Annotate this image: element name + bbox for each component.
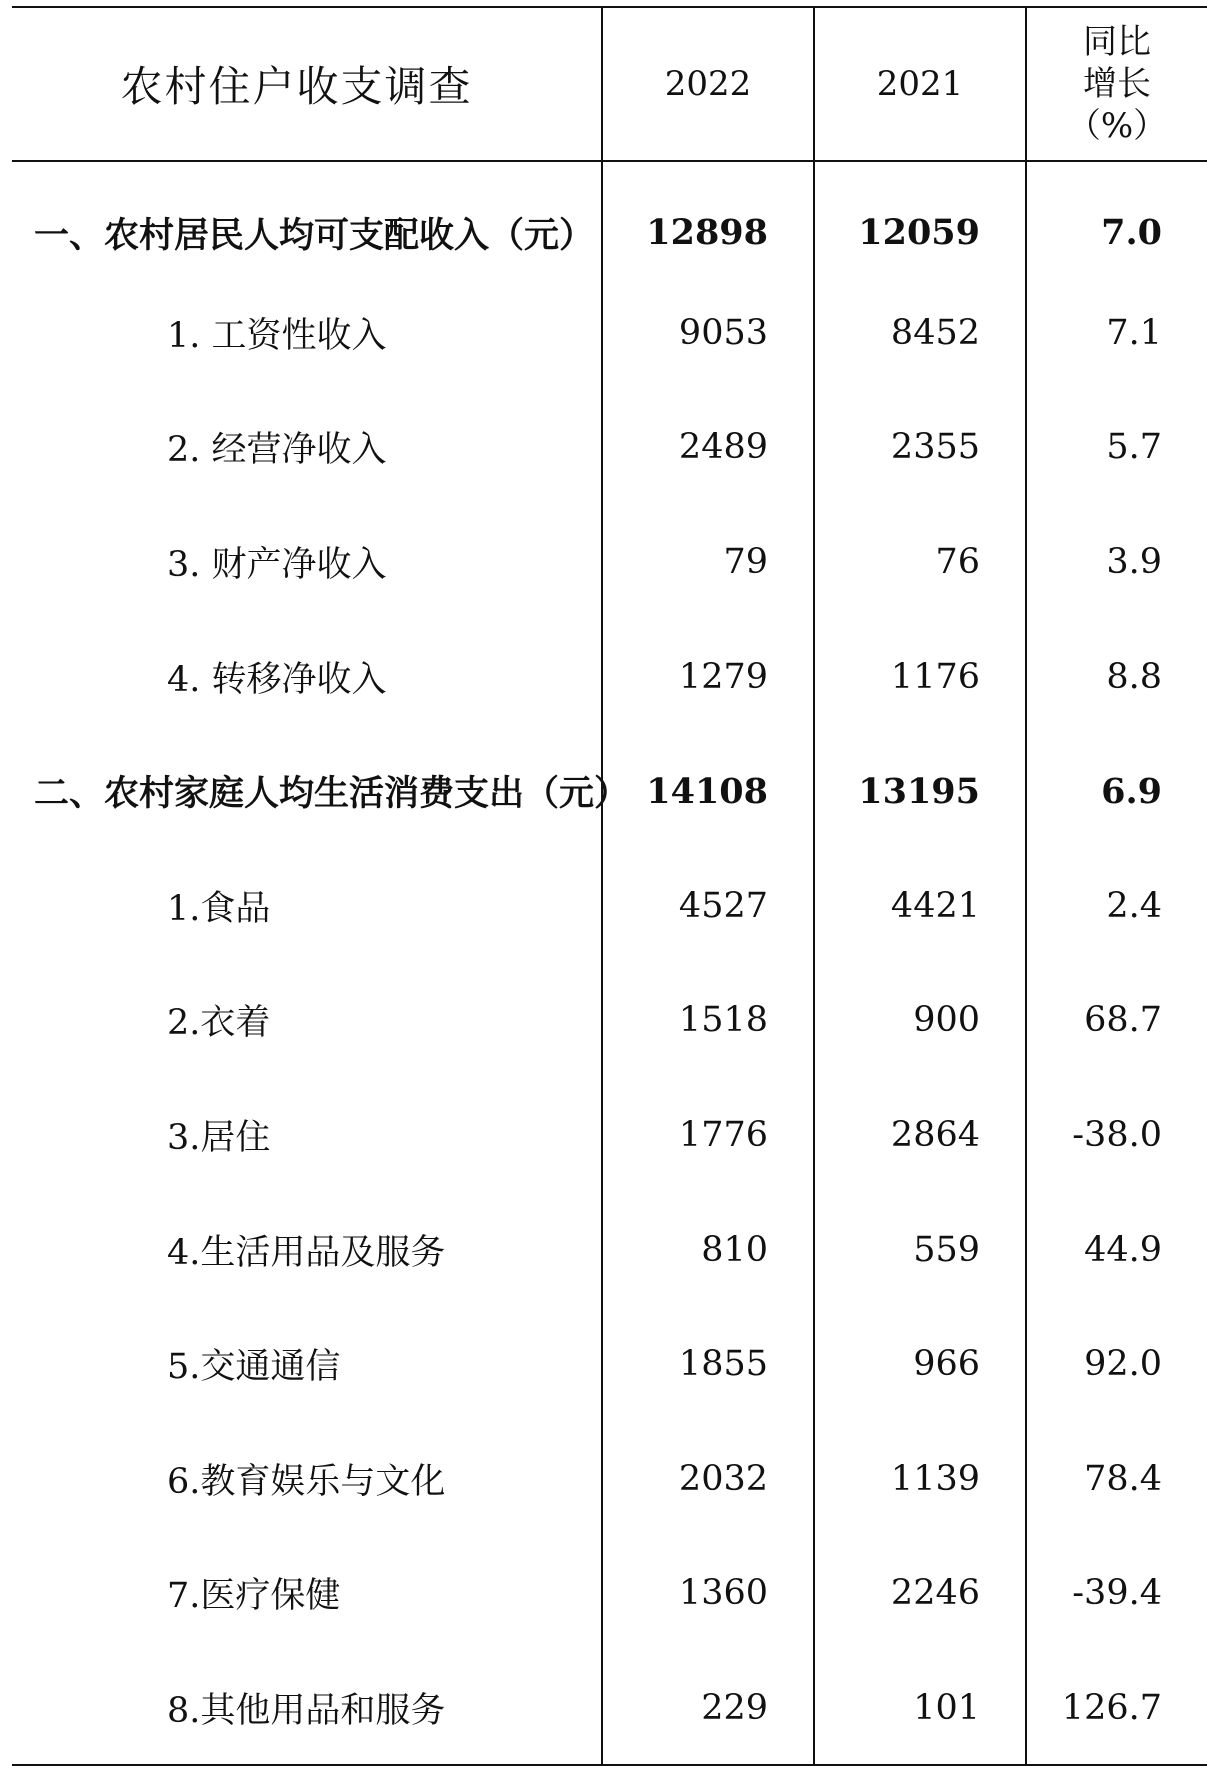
value-yoy: -38.0 (1026, 1078, 1207, 1193)
value-yoy: 7.1 (1026, 276, 1207, 391)
table-row (12, 619, 1207, 734)
value-2022: 1776 (602, 1078, 814, 1193)
value-yoy: 8.8 (1026, 619, 1207, 734)
table-row (12, 390, 1207, 505)
value-2021: 1176 (814, 619, 1026, 734)
table-body (12, 161, 1207, 1765)
value-yoy: 92.0 (1026, 1307, 1207, 1422)
table-row (12, 849, 1207, 964)
value-2022: 1518 (602, 963, 814, 1078)
row-label: 6.教育娱乐与文化 (167, 1461, 446, 1502)
value-2021: 12059 (814, 161, 1026, 276)
header-yoy-line2: 增长 (1083, 64, 1151, 104)
value-2022: 4527 (602, 849, 814, 964)
rural-household-income-expenditure-table (12, 6, 1207, 1766)
table-row (12, 1078, 1207, 1193)
table-row (12, 1422, 1207, 1537)
table-row (12, 1307, 1207, 1422)
value-2021: 966 (814, 1307, 1026, 1422)
table-row (12, 1651, 1207, 1766)
value-2022: 810 (602, 1192, 814, 1307)
row-label: 7.医疗保健 (167, 1576, 341, 1617)
value-yoy: 6.9 (1026, 734, 1207, 849)
value-yoy: 5.7 (1026, 390, 1207, 505)
row-label: 5.交通通信 (167, 1347, 341, 1388)
header-row (12, 7, 1207, 161)
value-2021: 2246 (814, 1536, 1026, 1651)
value-2021: 900 (814, 963, 1026, 1078)
value-2021: 8452 (814, 276, 1026, 391)
row-label: 4.生活用品及服务 (167, 1232, 446, 1273)
value-yoy: 2.4 (1026, 849, 1207, 964)
value-2021: 13195 (814, 734, 1026, 849)
row-label: 2.衣着 (167, 1003, 271, 1044)
value-2021: 76 (814, 505, 1026, 620)
value-yoy: 3.9 (1026, 505, 1207, 620)
row-label: 1. 工资性收入 (167, 315, 387, 356)
row-label: 二、农村家庭人均生活消费支出（元） (34, 773, 630, 815)
value-2021: 1139 (814, 1422, 1026, 1537)
value-2022: 1360 (602, 1536, 814, 1651)
row-label: 4. 转移净收入 (167, 659, 387, 700)
value-2022: 79 (602, 505, 814, 620)
table-row (12, 505, 1207, 620)
value-2022: 2032 (602, 1422, 814, 1537)
row-label: 一、农村居民人均可支配收入（元） (34, 214, 595, 256)
value-yoy: 44.9 (1026, 1192, 1207, 1307)
header-yoy-growth (1026, 7, 1207, 161)
value-2022: 9053 (602, 276, 814, 391)
value-yoy: -39.4 (1026, 1536, 1207, 1651)
value-2022: 12898 (602, 161, 814, 276)
table-row-expenditure-total (12, 734, 1207, 849)
header-yoy-line3: （%） (1066, 106, 1168, 146)
header-year-2022: 2022 (602, 7, 814, 161)
value-2022: 229 (602, 1651, 814, 1766)
row-label: 1.食品 (167, 888, 271, 929)
header-survey-title: 农村住户收支调查 (12, 7, 602, 161)
value-2021: 2864 (814, 1078, 1026, 1193)
value-2021: 4421 (814, 849, 1026, 964)
value-yoy: 126.7 (1026, 1651, 1207, 1766)
value-yoy: 78.4 (1026, 1422, 1207, 1537)
table-header (12, 7, 1207, 161)
value-2022: 1855 (602, 1307, 814, 1422)
value-2021: 559 (814, 1192, 1026, 1307)
row-label: 8.其他用品和服务 (12, 1651, 602, 1766)
table-row (12, 963, 1207, 1078)
table-row-income-total (12, 161, 1207, 276)
value-yoy: 68.7 (1026, 963, 1207, 1078)
value-yoy: 7.0 (1026, 161, 1207, 276)
row-label: 2. 经营净收入 (167, 430, 387, 471)
value-2022: 1279 (602, 619, 814, 734)
row-label: 3. 财产净收入 (167, 545, 387, 586)
table-row (12, 276, 1207, 391)
value-2022: 14108 (602, 734, 814, 849)
table-row (12, 1536, 1207, 1651)
value-2021: 101 (814, 1651, 1026, 1766)
table-row (12, 1192, 1207, 1307)
row-label: 3.居住 (167, 1118, 271, 1159)
header-year-2021: 2021 (814, 7, 1026, 161)
header-yoy-line1: 同比 (1083, 22, 1151, 62)
value-2022: 2489 (602, 390, 814, 505)
value-2021: 2355 (814, 390, 1026, 505)
